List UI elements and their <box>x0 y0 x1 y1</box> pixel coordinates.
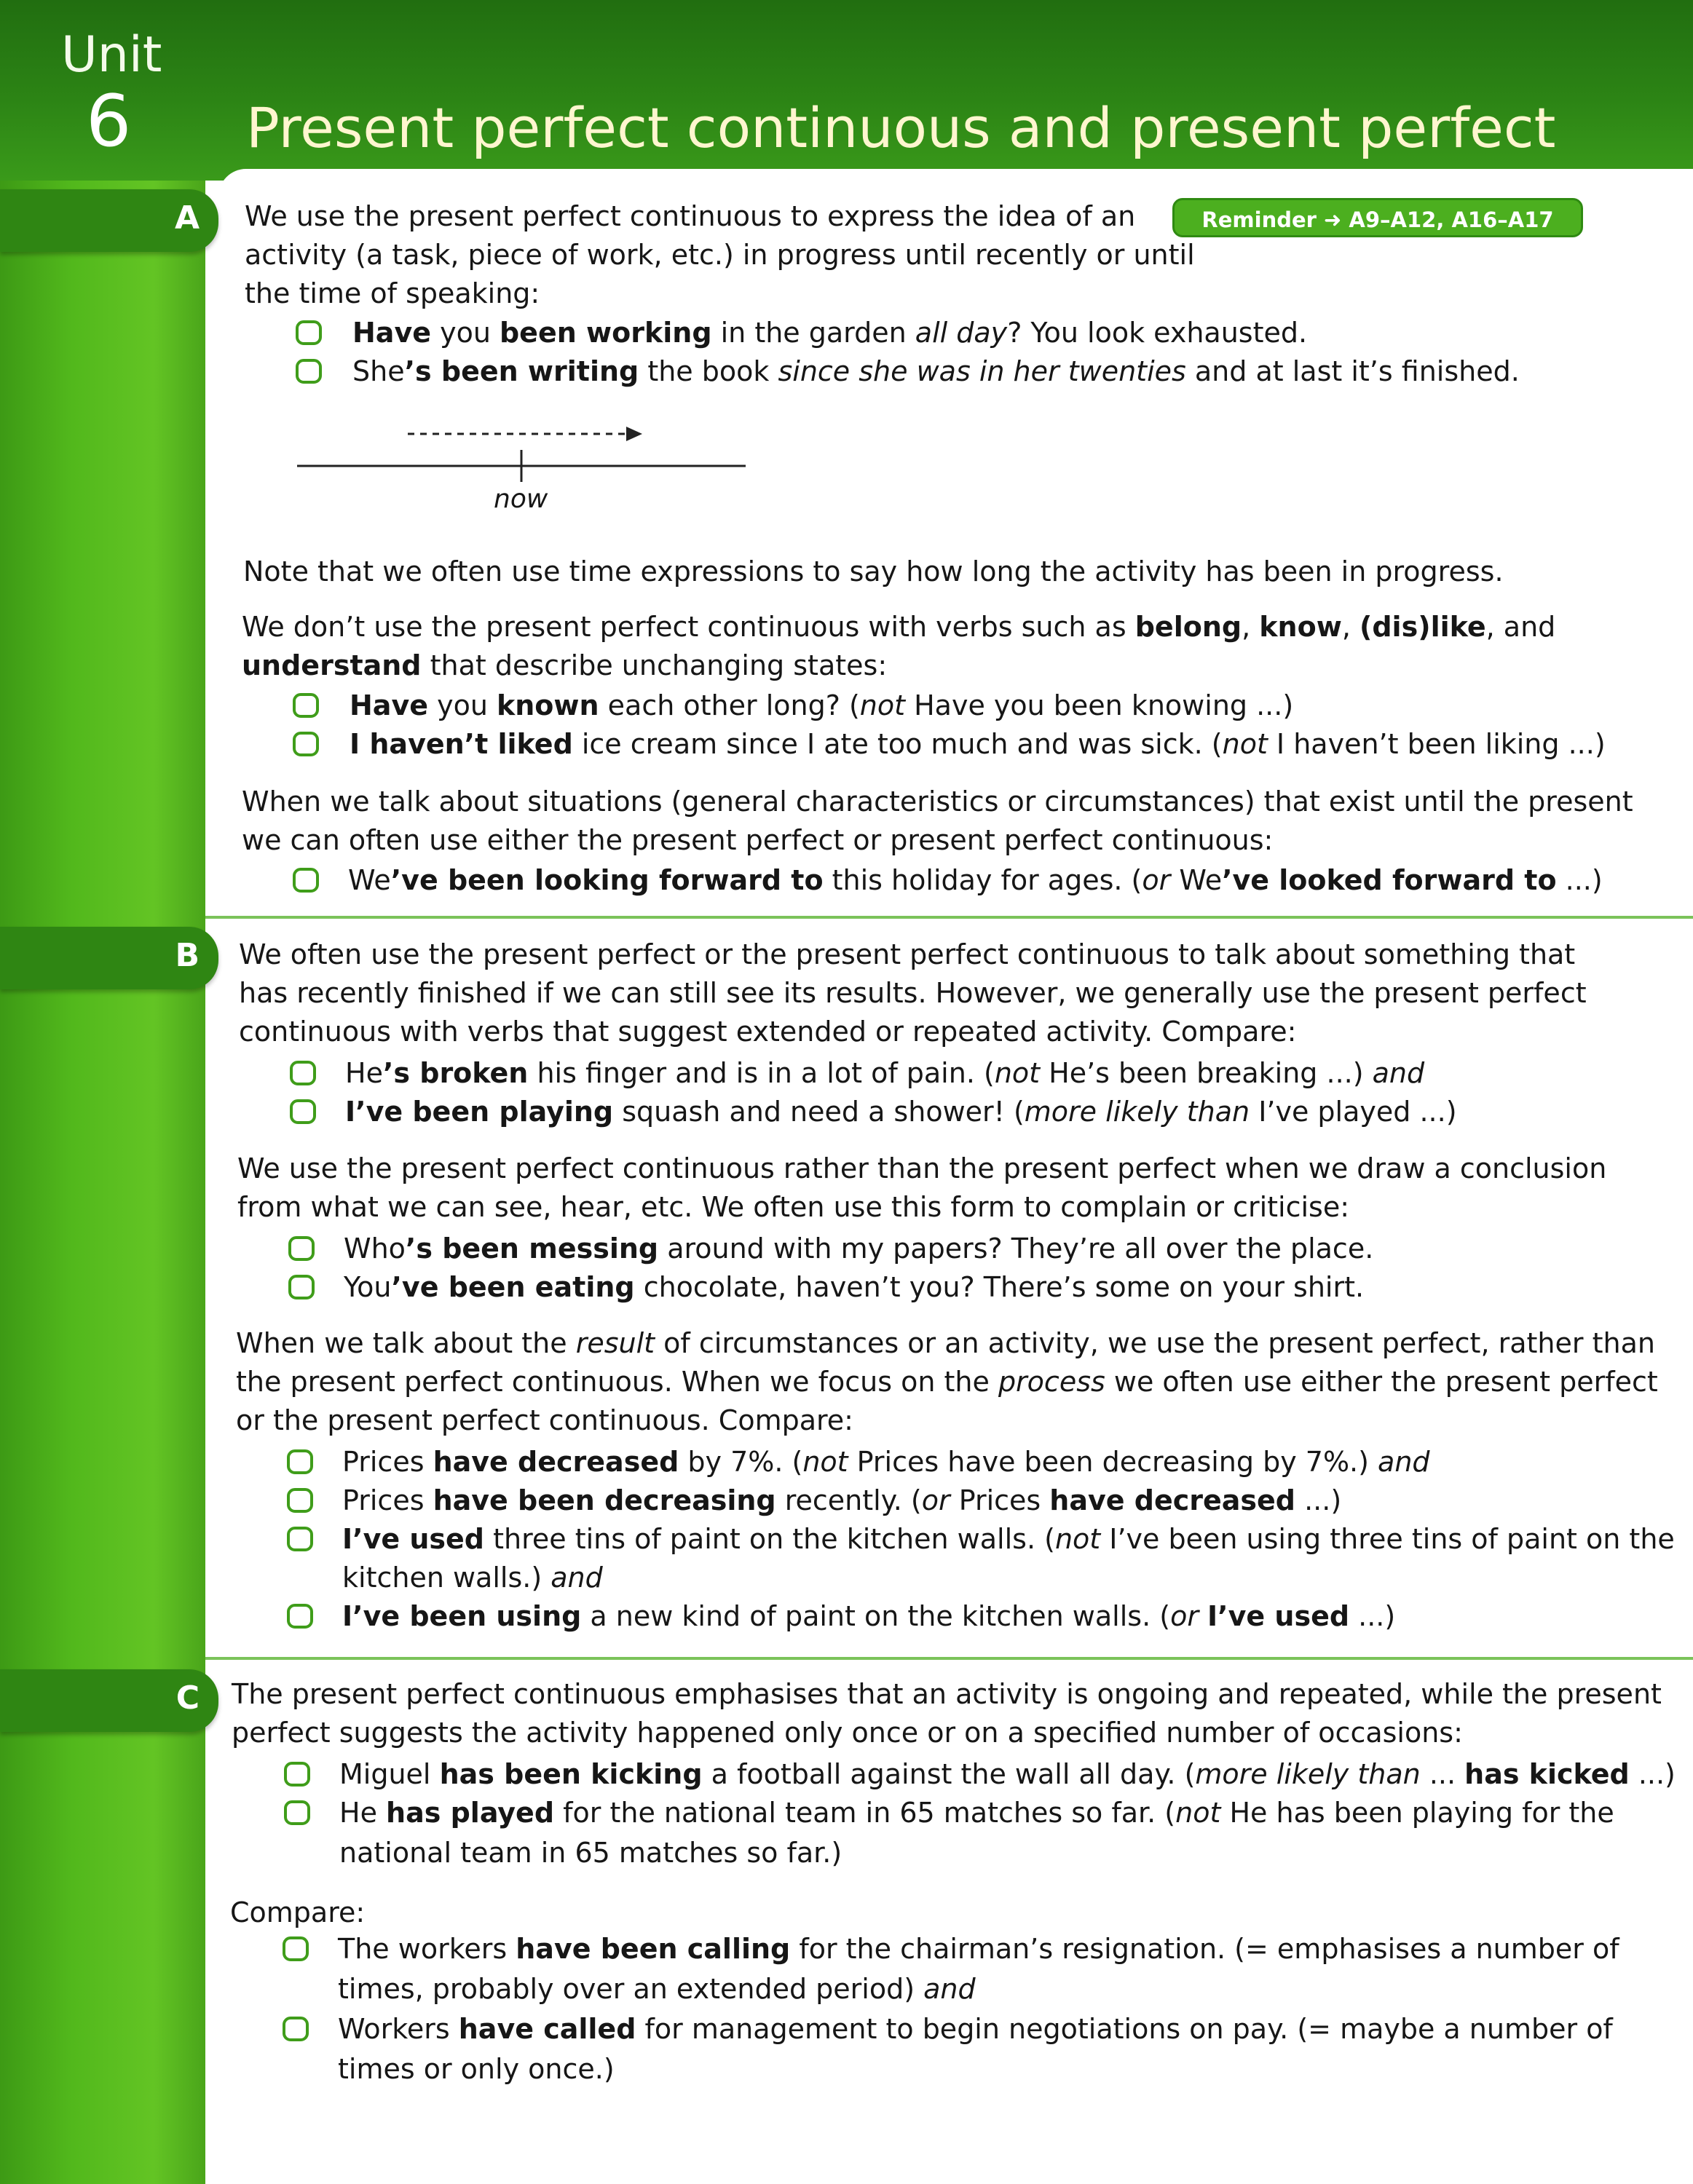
text-run: squash and need a shower! ( <box>613 1096 1025 1128</box>
example-sentence <box>350 724 1606 764</box>
section-b-result-line <box>236 1401 853 1441</box>
text-run: You <box>344 1271 392 1303</box>
section-b-intro-line: continuous with verbs that suggest extended or repeated activity. Compare: <box>239 1016 1297 1048</box>
section-tab-c <box>0 1669 218 1732</box>
text-run: times or only once.) <box>338 2053 615 2085</box>
example-sentence <box>345 1092 1457 1132</box>
text-run: Have you been knowing ...) <box>905 689 1294 721</box>
section-b-result-line <box>236 1362 1658 1402</box>
section-b-intro-line: We often use the present perfect or the present perfect continuous to talk about something that <box>239 938 1576 970</box>
section-letter: A <box>174 199 200 237</box>
section-a-states-intro-line <box>242 646 887 686</box>
text-run: the present perfect continuous. When we focus on the <box>236 1366 998 1398</box>
text-run: ... <box>1420 1758 1465 1790</box>
text-run: , <box>1242 611 1260 643</box>
section-c-intro-line: perfect suggests the activity happened only once or on a specified number of occasions: <box>232 1717 1463 1749</box>
text-run: Prices have been decreasing by 7%.) <box>848 1446 1378 1478</box>
example-checkbox[interactable] <box>293 732 319 756</box>
text-run: ...) <box>1556 864 1603 896</box>
example-checkbox[interactable] <box>284 1800 310 1825</box>
example-checkbox[interactable] <box>293 693 319 718</box>
italic-phrase: and <box>550 1562 603 1594</box>
text-run: ...) <box>1629 1758 1676 1790</box>
bold-phrase: have decreased <box>1049 1484 1296 1516</box>
text-run: I haven’t been liking ...) <box>1267 728 1606 760</box>
section-tab-a <box>0 189 218 252</box>
page-title: Present perfect continuous and present perfect <box>246 95 1556 160</box>
italic-phrase: more likely than <box>1024 1096 1250 1128</box>
example-checkbox[interactable] <box>296 320 322 345</box>
italic-phrase: and <box>923 1973 976 2005</box>
section-c-compare: Compare: <box>230 1896 366 1928</box>
text-run: ...) <box>1295 1484 1342 1516</box>
text-run: his finger and is in a lot of pain. ( <box>528 1057 995 1089</box>
text-run: The workers <box>338 1933 516 1965</box>
timeline-diagram <box>291 415 757 495</box>
bold-phrase: has played <box>386 1797 555 1829</box>
text-run: a football against the wall all day. ( <box>702 1758 1196 1790</box>
text-run: Prices <box>950 1484 1050 1516</box>
timeline-now-label: now <box>494 484 548 514</box>
bold-phrase: I’ve been playing <box>345 1096 614 1128</box>
bold-phrase: know <box>1259 611 1342 643</box>
text-run: we often use either the present perfect <box>1105 1366 1658 1398</box>
reminder-badge[interactable]: Reminder ➜ A9–A12, A16–A17 <box>1172 198 1583 237</box>
text-run: Who <box>344 1233 406 1265</box>
bold-phrase: has kicked <box>1464 1758 1630 1790</box>
italic-phrase: not <box>994 1057 1041 1089</box>
example-sentence <box>350 686 1293 726</box>
section-c-intro-line: The present perfect continuous emphasises that an activity is ongoing and repeated, while the present <box>232 1678 1662 1710</box>
italic-phrase: all day <box>915 317 1008 349</box>
bold-phrase: Have <box>352 317 431 349</box>
text-run: national team in 65 matches so far.) <box>339 1837 842 1869</box>
example-sentence <box>352 313 1307 353</box>
example-sentence <box>338 1929 1619 1969</box>
example-sentence <box>342 1481 1341 1521</box>
text-run: Workers <box>338 2013 459 2045</box>
section-b-intro-line: has recently finished if we can still see its results. However, we generally use the present perfect <box>239 977 1587 1009</box>
text-run: for the chairman’s resignation. (= emphasises a number of <box>790 1933 1619 1965</box>
bold-phrase: ’s been messing <box>405 1233 659 1265</box>
bold-phrase: I haven’t liked <box>350 728 573 760</box>
text-run: We <box>348 864 391 896</box>
example-sentence <box>344 1229 1373 1269</box>
bold-phrase: ’ve been eating <box>391 1271 635 1303</box>
text-run: chocolate, haven’t you? There’s some on your shirt. <box>634 1271 1365 1303</box>
example-sentence <box>339 1793 1614 1833</box>
bold-phrase: have decreased <box>433 1446 679 1478</box>
italic-phrase: and <box>1372 1057 1425 1089</box>
example-sentence <box>342 1519 1675 1559</box>
example-checkbox[interactable] <box>287 1527 313 1551</box>
text-run: , <box>1341 611 1359 643</box>
example-checkbox[interactable] <box>283 2017 309 2041</box>
example-sentence <box>348 860 1603 901</box>
bold-phrase: has been kicking <box>439 1758 703 1790</box>
text-run: ? You look exhausted. <box>1007 317 1308 349</box>
text-run: ...) <box>1349 1600 1396 1632</box>
text-run: this holiday for ages. ( <box>823 864 1143 896</box>
unit-number: 6 <box>86 80 132 163</box>
example-sentence <box>342 1442 1430 1482</box>
text-run: We don’t use the present perfect continuous with verbs such as <box>242 611 1135 643</box>
bold-phrase: belong <box>1134 611 1242 643</box>
example-checkbox[interactable] <box>287 1449 313 1474</box>
section-divider <box>205 916 1693 919</box>
example-sentence <box>345 1053 1424 1093</box>
italic-phrase: not <box>859 689 906 721</box>
unit-label: Unit <box>61 26 162 84</box>
example-sentence-continued <box>338 1969 976 2009</box>
text-run: He <box>345 1057 383 1089</box>
bold-phrase: I’ve used <box>342 1523 484 1555</box>
text-run: for management to begin negotiations on pay. (= maybe a number of <box>636 2013 1613 2045</box>
text-run: , and <box>1485 611 1556 643</box>
bold-phrase: ’ve been looking forward to <box>390 864 824 896</box>
text-run: around with my papers? They’re all over the place. <box>658 1233 1374 1265</box>
section-letter: C <box>175 1679 200 1717</box>
text-run: I’ve been using three tins of paint on the <box>1100 1523 1675 1555</box>
section-a-states-intro-line <box>242 607 1555 647</box>
example-checkbox[interactable] <box>283 1936 309 1961</box>
bold-phrase: been working <box>499 317 712 349</box>
section-a-intro-line: the time of speaking: <box>245 277 540 309</box>
text-run: I’ve played ...) <box>1250 1096 1457 1128</box>
section-divider <box>205 1657 1693 1660</box>
italic-phrase: since she was in her twenties <box>778 355 1186 387</box>
example-sentence <box>339 1754 1676 1795</box>
sidebar-band <box>0 0 205 2184</box>
section-b-conclusion-line: from what we can see, hear, etc. We often use this form to complain or criticise: <box>237 1191 1350 1223</box>
example-checkbox[interactable] <box>284 1762 310 1787</box>
section-a-intro-line: activity (a task, piece of work, etc.) in progress until recently or until <box>245 239 1195 271</box>
text-run: ice cream since I ate too much and was sick. ( <box>572 728 1223 760</box>
text-run: Miguel <box>339 1758 440 1790</box>
example-checkbox[interactable] <box>288 1275 315 1299</box>
italic-phrase: not <box>1222 728 1268 760</box>
example-checkbox[interactable] <box>296 359 322 384</box>
example-sentence <box>344 1267 1364 1307</box>
text-run: She <box>352 355 405 387</box>
text-run: He <box>339 1797 387 1829</box>
section-b-result-line <box>236 1324 1655 1364</box>
bold-phrase: (dis)like <box>1359 611 1486 643</box>
bold-phrase: understand <box>242 649 422 681</box>
example-sentence <box>342 1597 1395 1637</box>
section-a-note: Note that we often use time expressions to say how long the activity has been in progress. <box>243 555 1504 587</box>
section-tab-b <box>0 927 218 989</box>
section-a-situations-line: When we talk about situations (general characteristics or circumstances) that exist until the present <box>242 786 1633 818</box>
bold-phrase: Have <box>350 689 428 721</box>
section-letter: B <box>175 937 200 974</box>
bold-phrase: ’s been writing <box>404 355 639 387</box>
text-run: you <box>428 689 497 721</box>
example-sentence-continued <box>339 1833 842 1873</box>
text-run: by 7%. ( <box>679 1446 803 1478</box>
example-sentence <box>338 2009 1613 2049</box>
example-checkbox[interactable] <box>287 1604 313 1629</box>
bold-phrase: have been decreasing <box>433 1484 776 1516</box>
text-run: the book <box>639 355 778 387</box>
bold-phrase: I’ve used <box>1207 1600 1350 1632</box>
italic-phrase: not <box>1054 1523 1101 1555</box>
example-checkbox[interactable] <box>293 868 319 893</box>
bold-phrase: known <box>496 689 599 721</box>
section-b-conclusion-line: We use the present perfect continuous rather than the present perfect when we draw a conclusion <box>237 1152 1607 1184</box>
example-sentence-continued <box>338 2049 615 2089</box>
italic-phrase: or <box>921 1484 950 1516</box>
italic-phrase: or <box>1170 1600 1199 1632</box>
text-run: He has been playing for the <box>1220 1797 1614 1829</box>
text-run: We <box>1170 864 1223 896</box>
text-run: He’s been breaking ...) <box>1040 1057 1373 1089</box>
text-run: Prices <box>342 1446 433 1478</box>
italic-phrase: not <box>802 1446 848 1478</box>
text-run: Prices <box>342 1484 433 1516</box>
bold-phrase: have called <box>458 2013 636 2045</box>
text-run: times, probably over an extended period) <box>338 1973 924 2005</box>
italic-phrase: or <box>1142 864 1171 896</box>
section-a-situations-line: we can often use either the present perfect or present perfect continuous: <box>242 824 1274 856</box>
text-run: or the present perfect continuous. Compare: <box>236 1404 853 1436</box>
italic-phrase: result <box>575 1327 655 1359</box>
text-run: and at last it’s finished. <box>1185 355 1520 387</box>
text-run: three tins of paint on the kitchen walls. ( <box>484 1523 1055 1555</box>
text-run: recently. ( <box>776 1484 922 1516</box>
text-run <box>1199 1600 1207 1632</box>
timeline-arrowhead <box>626 427 642 441</box>
text-run: each other long? ( <box>599 689 860 721</box>
text-run: in the garden <box>711 317 915 349</box>
example-sentence <box>352 352 1520 392</box>
example-checkbox[interactable] <box>290 1099 316 1124</box>
text-run: a new kind of paint on the kitchen walls. ( <box>581 1600 1171 1632</box>
text-run: When we talk about the <box>236 1327 576 1359</box>
text-run: that describe unchanging states: <box>421 649 888 681</box>
example-checkbox[interactable] <box>287 1488 313 1513</box>
italic-phrase: not <box>1175 1797 1221 1829</box>
bold-phrase: ’s broken <box>382 1057 529 1089</box>
bold-phrase: I’ve been using <box>342 1600 582 1632</box>
text-run: you <box>431 317 500 349</box>
italic-phrase: and <box>1378 1446 1430 1478</box>
text-run: kitchen walls.) <box>342 1562 551 1594</box>
example-checkbox[interactable] <box>288 1236 315 1261</box>
bold-phrase: ’ve looked forward to <box>1222 864 1557 896</box>
italic-phrase: process <box>998 1366 1105 1398</box>
bold-phrase: have been calling <box>516 1933 791 1965</box>
italic-phrase: more likely than <box>1195 1758 1421 1790</box>
text-run: for the national team in 65 matches so far. ( <box>554 1797 1176 1829</box>
example-sentence-continued <box>342 1558 603 1598</box>
example-checkbox[interactable] <box>290 1061 316 1085</box>
text-run: of circumstances or an activity, we use the present perfect, rather than <box>655 1327 1655 1359</box>
section-a-intro-line: We use the present perfect continuous to express the idea of an <box>245 200 1136 232</box>
